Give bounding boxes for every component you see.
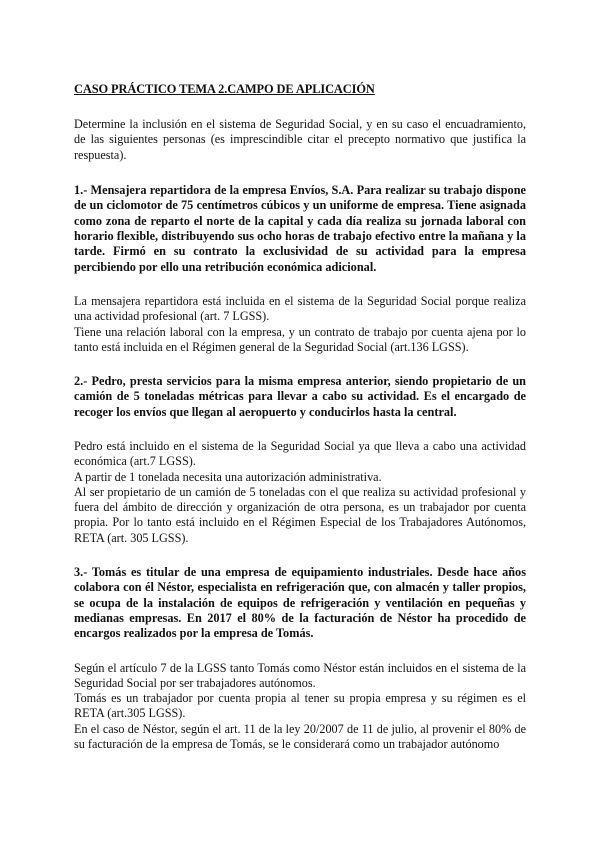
question-2: 2.- Pedro, presta servicios para la misma empresa anterior, siendo propietario de un camión de 5 toneladas métricas para llevar a cabo su actividad. Es el encargado de recoger los envíos que llegan al aeropuerto y conducirlos hasta la central.	[74, 374, 526, 419]
answer-1-paragraph-2: Tiene una relación laboral con la empresa, y un contrato de trabajo por cuenta ajena por lo tanto está incluida en el Régimen general de la Seguridad Social (art.136 LGSS).	[74, 324, 526, 354]
answer-2-block	[74, 439, 526, 545]
question-1: 1.- Mensajera repartidora de la empresa Envíos, S.A. Para realizar su trabajo dispone de un ciclomotor de 75 centímetros cúbicos y un uniforme de empresa. Tiene asignada como zona de reparto el norte de la capital y cada día realiza su jornada laboral con horario flexible, distribuyendo sus ocho horas de trabajo efectivo entre la mañana y la tarde. Firmó en su contrato la exclusividad de su actividad para la empresa percibiendo por ello una retribución económica adicional.	[74, 182, 526, 274]
document-intro: Determine la inclusión en el sistema de Seguridad Social, y en su caso el encuadramiento, de las siguientes personas (es imprescindible citar el precepto normativo que justifica la respuesta).	[74, 117, 526, 162]
answer-2-paragraph-3: Al ser propietario de un camión de 5 toneladas con el que realiza su actividad profesional y fuera del ámbito de dirección y organización de otra persona, es un trabajador por cuenta propia. Por lo tanto está incluido en el Régimen Especial de los Trabajadores Autónomos, RETA (art. 305 LGSS).	[74, 484, 526, 545]
answer-1-block	[74, 294, 526, 355]
answer-2-paragraph-1: Pedro está incluido en el sistema de la Seguridad Social ya que lleva a cabo una actividad económica (art.7 LGSS).	[74, 439, 526, 469]
answer-3-paragraph-2: Tomás es un trabajador por cuenta propia al tener su propia empresa y su régimen es el RETA (art.305 LGSS).	[74, 691, 526, 721]
document-page	[74, 82, 526, 752]
document-title: CASO PRÁCTICO TEMA 2.CAMPO DE APLICACIÓN	[74, 82, 375, 96]
answer-3-block	[74, 661, 526, 752]
answer-1-paragraph-1: La mensajera repartidora está incluida en el sistema de la Seguridad Social porque realiza una actividad profesional (art. 7 LGSS).	[74, 294, 526, 324]
question-3: 3.- Tomás es titular de una empresa de equipamiento industriales. Desde hace años colabora con él Néstor, especialista en refrigeración que, con almacén y taller propios, se ocupa de la instalación de equipos de refrigeración y ventilación en pequeñas y medianas empresas. En 2017 el 80% de la facturación de Néstor ha procedido de encargos realizados por la empresa de Tomás.	[74, 564, 526, 641]
answer-3-paragraph-3: En el caso de Néstor, según el art. 11 de la ley 20/2007 de 11 de julio, al provenir el 80% de su facturación de la empresa de Tomás, se le considerará como un trabajador autónomo	[74, 721, 526, 751]
answer-3-paragraph-1: Según el artículo 7 de la LGSS tanto Tomás como Néstor están incluidos en el sistema de la Seguridad Social por ser trabajadores autónomos.	[74, 660, 526, 690]
answer-2-paragraph-2: A partir de 1 tonelada necesita una autorización administrativa.	[74, 469, 382, 484]
